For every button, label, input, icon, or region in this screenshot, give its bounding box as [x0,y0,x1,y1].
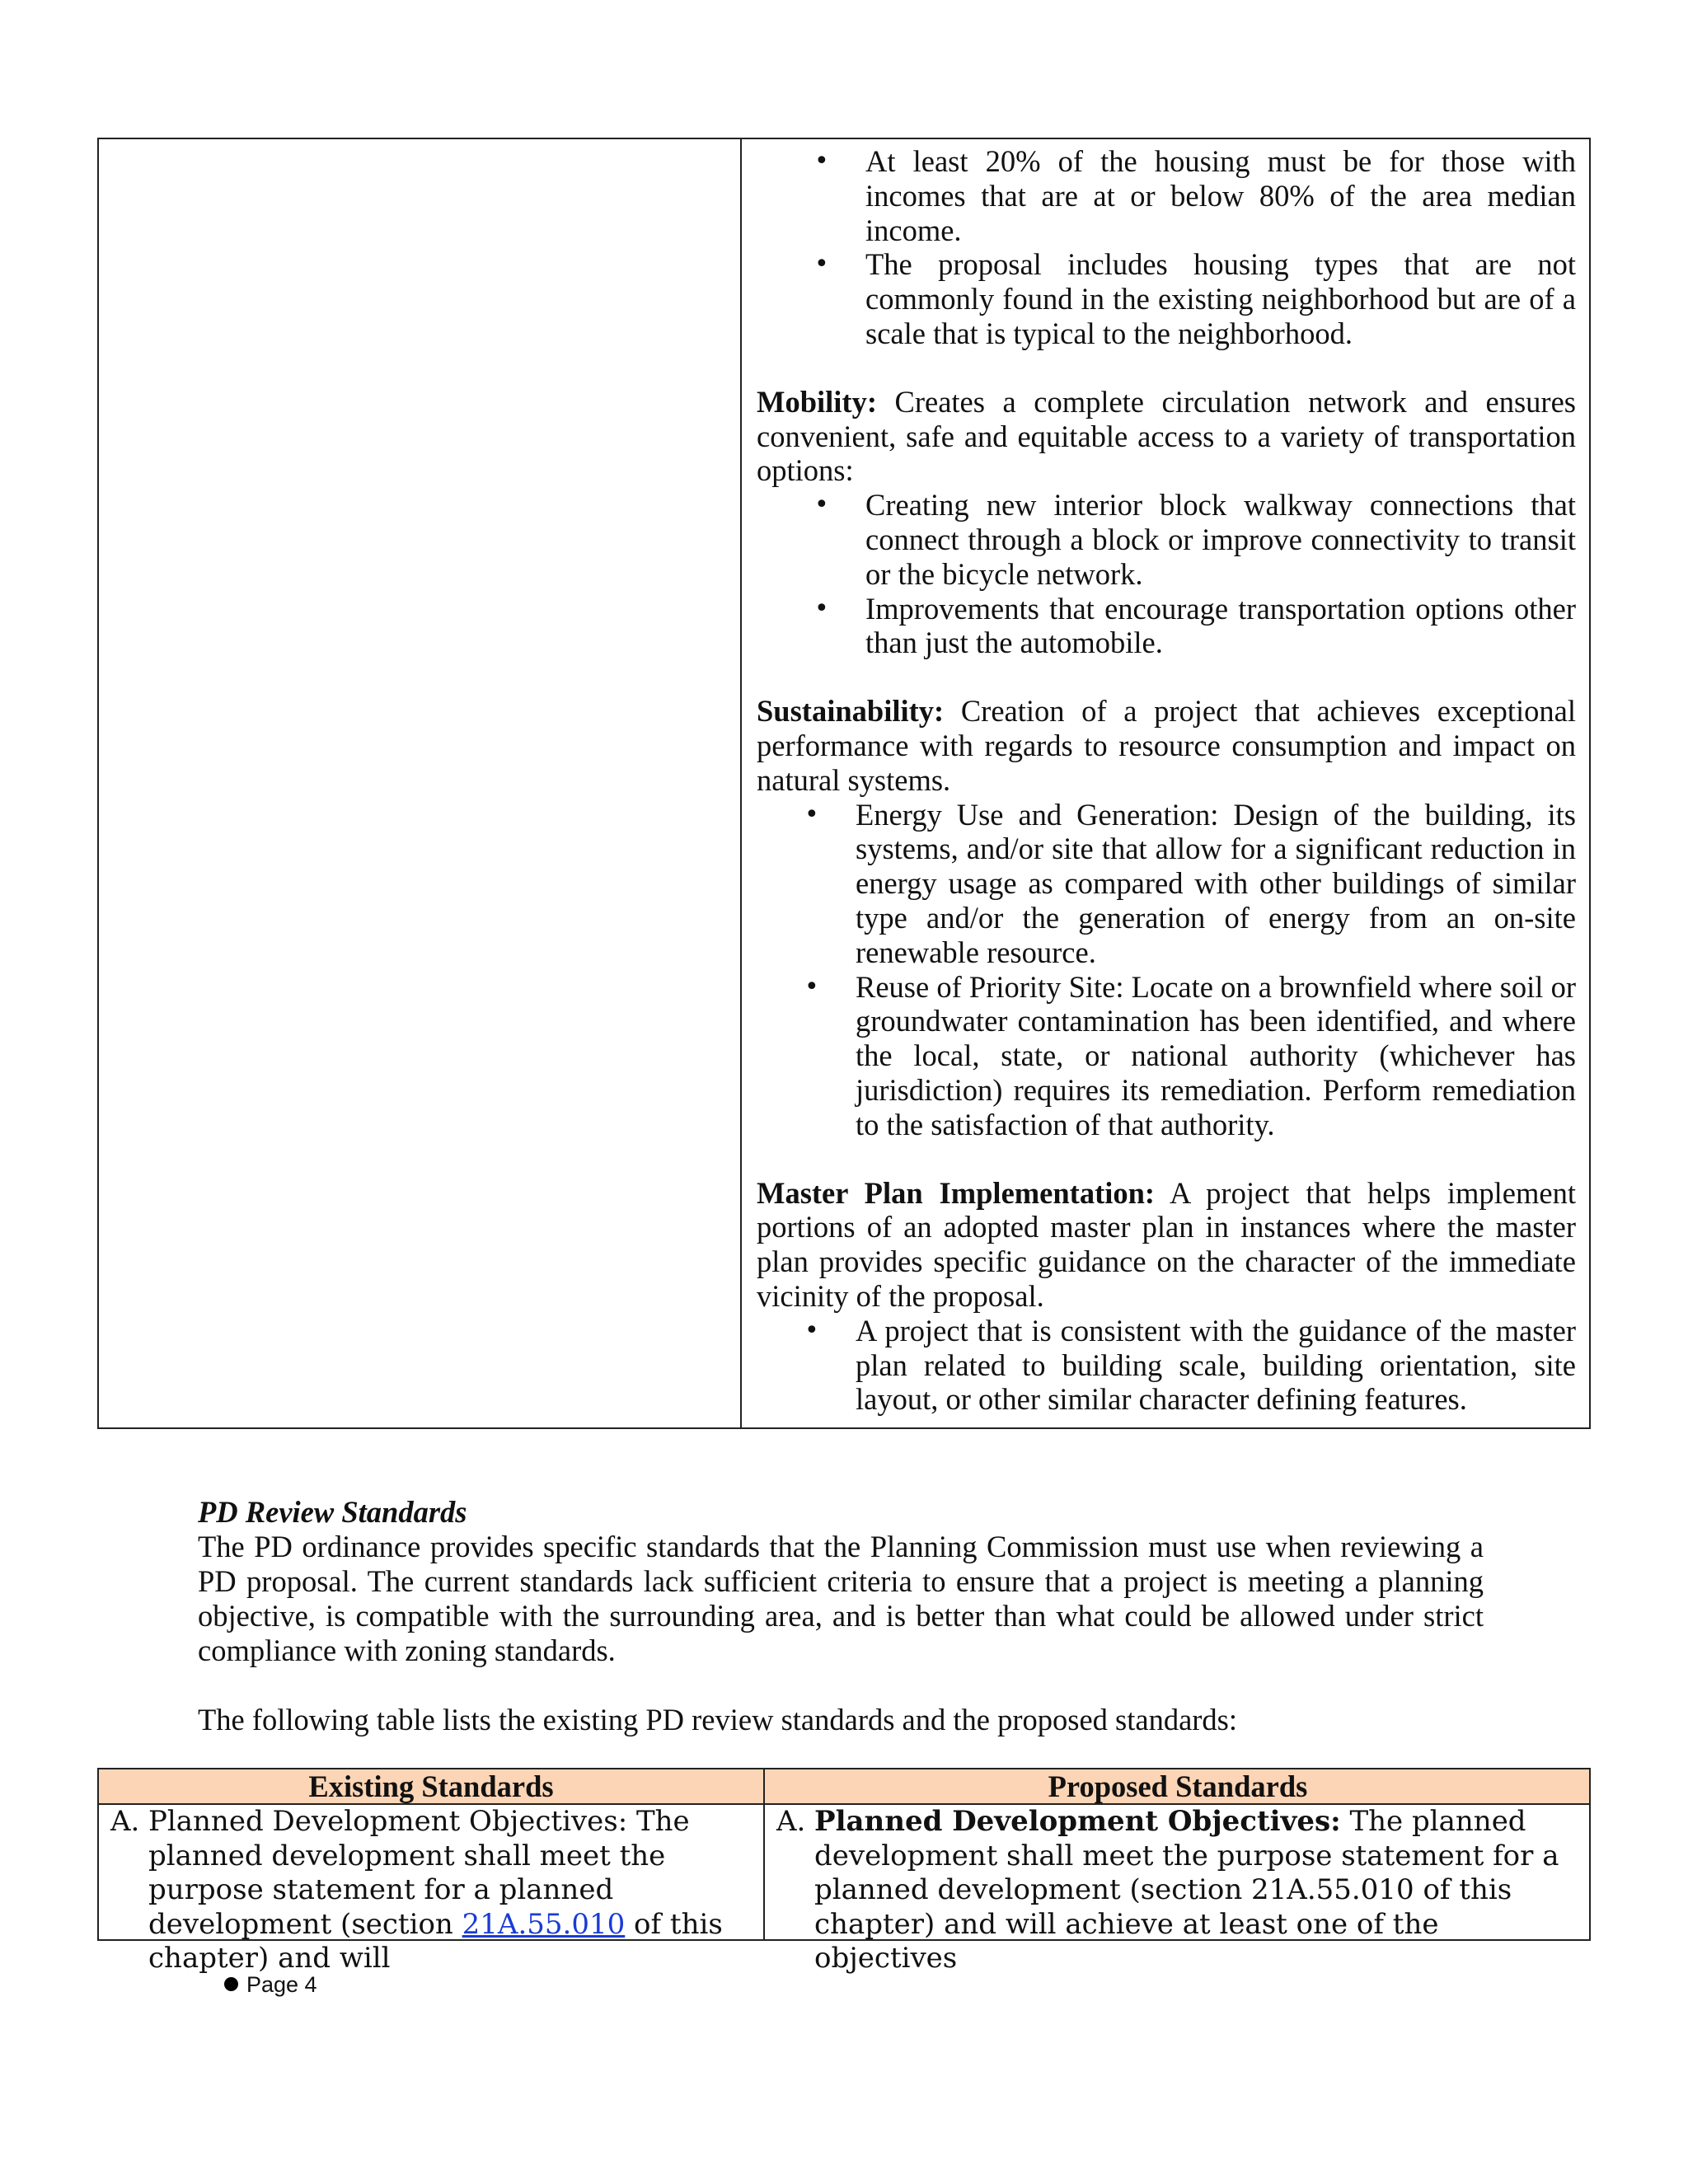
section-paragraph: The PD ordinance provides specific standards that the Planning Commission must use when reviewing a PD proposal. The current standards lack sufficient criteria to ensure that a project is meeting a planning objective, is compatible with the surrounding area, and is better than what could be allowed under strict compliance with zoning standards. [198,1530,1484,1667]
list-item: • At least 20% of the housing must be for those with incomes that are at or below 80% of the area median income. [865,144,1576,247]
existing-text-b: of this chapter) and will [148,1907,723,1975]
list-item: • The proposal includes housing types that are not commonly found in the existing neighborhood but are of a scale that is typical to the neighborhood. [865,247,1576,350]
master-plan-bullets [757,1314,1576,1417]
sustainability-label: Sustainability: [757,694,945,729]
list-item: • Reuse of Priority Site: Locate on a brownfield where soil or groundwater contamination has been identified, and where the local, state, or national authority (whichever has jurisdiction) requires its remediation. Perform remediation to the satisfaction of that authority. [856,970,1576,1142]
master-plan-text: A project that helps implement portions of an adopted master plan in instances where the master plan provides specific guidance on the character of the immediate vicinity of the proposal. [757,1175,1576,1313]
standards-table [97,1768,1591,1975]
proposed-letter: A. [776,1805,806,1838]
column-divider [763,1769,765,1939]
master-plan-paragraph [757,1176,1576,1314]
mobility-text: Creates a complete circulation network and ensures convenient, safe and equitable access to a variety of transportation options: [757,384,1576,488]
list-item: • Energy Use and Generation: Design of the building, its systems, and/or site that allow for a significant reduction in energy usage as compared with other buildings of similar type and/or the generation of energy from an on-site renewable resource. [856,798,1576,970]
header-proposed: Proposed Standards [1048,1769,1308,1803]
existing-standard-cell [110,1805,758,1976]
list-item: • A project that is consistent with the guidance of the master plan related to building scale, building orientation, site layout, or other similar character defining features. [856,1314,1576,1417]
list-item: • Improvements that encourage transportation options other than just the automobile. [865,592,1576,661]
objectives-table-right-cell [742,139,1591,1427]
objectives-table [97,138,1591,1429]
section-link[interactable]: 21A.55.010 [462,1907,626,1941]
section-heading: PD Review Standards [198,1495,467,1529]
table-header-row [99,1769,1589,1805]
existing-letter: A. [110,1805,140,1838]
sustainability-paragraph [757,694,1576,797]
master-plan-label: Master Plan Implementation: [757,1175,1156,1210]
existing-standard-text [110,1805,758,1976]
mobility-label: Mobility: [757,384,877,419]
bullet-dot-icon [224,1977,238,1991]
mobility-paragraph [757,385,1576,488]
proposed-text: The planned development shall meet the purpose statement for a planned development (section 21A.55.010 of this chapter) and will achieve at least one of the objectives [814,1805,1559,1975]
mobility-bullets [757,488,1576,660]
table-intro: The following table lists the existing PD review standards and the proposed standards: [198,1703,1238,1736]
page-footer [224,1971,317,1998]
sustainability-bullets [757,798,1576,1142]
sustainability-text: Creation of a project that achieves exceptional performance with regards to resource consumption and impact on natural systems. [757,694,1576,797]
list-item: • Creating new interior block walkway connections that connect through a block or improve connectivity to transit or the bicycle network. [865,488,1576,591]
proposed-standard-text [776,1805,1584,1976]
housing-bullets [757,144,1576,351]
review-standards-section [198,1495,1484,1737]
objectives-table-left-cell [99,139,742,1427]
proposed-label: Planned Development Objectives: [814,1805,1341,1838]
existing-text-a: Planned Development Objectives: The planned development shall meet the purpose statement for a planned development (section [148,1805,690,1941]
proposed-standard-cell [776,1805,1584,1976]
page-number: Page 4 [246,1972,317,1997]
header-existing: Existing Standards [308,1769,554,1803]
